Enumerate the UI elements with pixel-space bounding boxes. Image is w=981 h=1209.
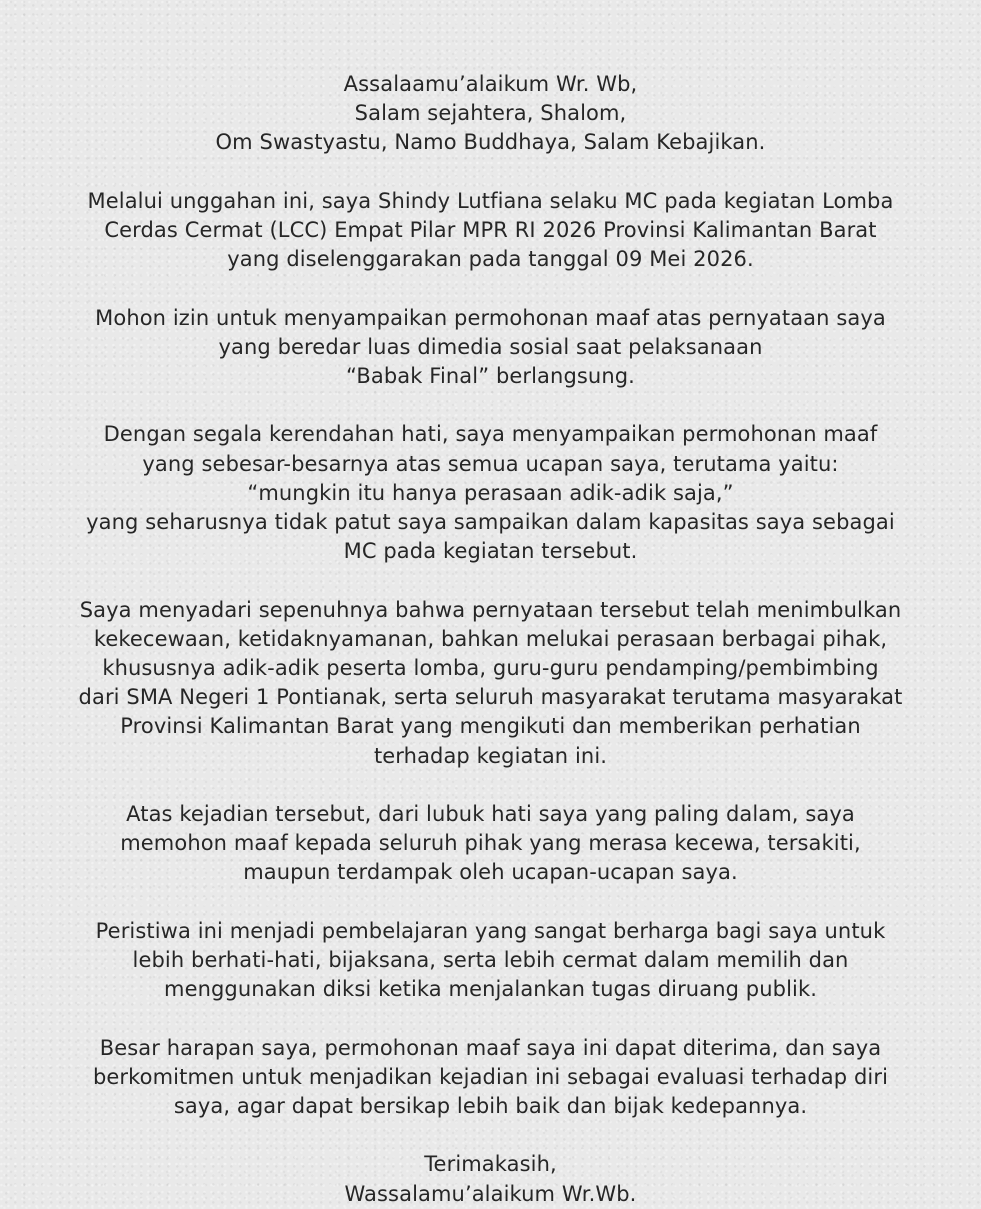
lesson-learned-paragraph bbox=[41, 917, 941, 1005]
sincere-apology-paragraph bbox=[41, 800, 941, 888]
paragraph-line: MC pada kegiatan tersebut. bbox=[343, 539, 638, 564]
paragraph-line: Besar harapan saya, permohonan maaf saya ini dapat diterima, dan saya bbox=[99, 1035, 882, 1060]
greeting-paragraph bbox=[41, 70, 941, 158]
commitment-paragraph bbox=[41, 1034, 941, 1122]
paragraph-line: berkomitmen untuk menjadikan kejadian ini sebagai evaluasi terhadap diri bbox=[92, 1064, 889, 1089]
paragraph-line: yang seharusnya tidak patut saya sampaikan dalam kapasitas saya sebagai bbox=[86, 510, 895, 534]
paragraph-line: Provinsi Kalimantan Barat yang mengikuti dan memberikan perhatian bbox=[120, 714, 861, 739]
paragraph-line: kekecewaan, ketidaknyamanan, bahkan melukai perasaan berbagai pihak, bbox=[93, 626, 888, 651]
paragraph-line: Saya menyadari sepenuhnya bahwa pernyataan tersebut telah menimbulkan bbox=[79, 597, 902, 622]
paragraph-line: khususnya adik-adik peserta lomba, guru-guru pendamping/pembimbing bbox=[102, 656, 879, 680]
paragraph-line: terhadap kegiatan ini. bbox=[373, 743, 608, 768]
introduction-paragraph bbox=[41, 187, 941, 275]
paragraph-line: dari SMA Negeri 1 Pontianak, serta seluruh masyarakat terutama masyarakat bbox=[78, 685, 903, 710]
apology-letter bbox=[41, 70, 941, 1209]
paragraph-line: yang diselenggarakan pada tanggal 09 Mei 2026. bbox=[227, 247, 754, 272]
greeting-line: Salam sejahtera, Shalom, bbox=[354, 101, 627, 126]
quoted-statement: “mungkin itu hanya perasaan adik-adik saja,” bbox=[247, 480, 734, 505]
paragraph-line: Atas kejadian tersebut, dari lubuk hati saya yang paling dalam, saya bbox=[126, 802, 855, 826]
paragraph-line: Cerdas Cermat (LCC) Empat Pilar MPR RI 2026 Provinsi Kalimantan Barat bbox=[104, 218, 877, 242]
greeting-line: Assalaamu’alaikum Wr. Wb, bbox=[343, 72, 638, 96]
paragraph-line: yang sebesar-besarnya atas semua ucapan saya, terutama yaitu: bbox=[142, 451, 839, 476]
paragraph-line: menggunakan diksi ketika menjalankan tugas diruang publik. bbox=[164, 977, 817, 1002]
paragraph-line: maupun terdampak oleh ucapan-ucapan saya. bbox=[243, 860, 738, 885]
paragraph-line: Mohon izin untuk menyampaikan permohonan maaf atas pernyataan saya bbox=[95, 305, 886, 330]
paragraph-line: “Babak Final” berlangsung. bbox=[346, 364, 635, 388]
closing-line: Terimakasih, bbox=[424, 1152, 557, 1177]
acknowledgement-paragraph bbox=[41, 596, 941, 771]
paragraph-line: saya, agar dapat bersikap lebih baik dan bijak kedepannya. bbox=[173, 1094, 808, 1118]
greeting-line: Om Swastyastu, Namo Buddhaya, Salam Kebajikan. bbox=[215, 130, 766, 155]
paragraph-line: yang beredar luas dimedia sosial saat pelaksanaan bbox=[218, 334, 763, 359]
paragraph-line: memohon maaf kepada seluruh pihak yang merasa kecewa, tersakiti, bbox=[120, 831, 861, 856]
paragraph-line: Peristiwa ini menjadi pembelajaran yang sangat berharga bagi saya untuk bbox=[95, 918, 886, 943]
paragraph-line: Melalui unggahan ini, saya Shindy Lutfiana selaku MC pada kegiatan Lomba bbox=[87, 188, 894, 213]
apology-request-paragraph bbox=[41, 304, 941, 392]
closing-paragraph bbox=[41, 1150, 941, 1208]
paragraph-line: lebih berhati-hati, bijaksana, serta lebih cermat dalam memilih dan bbox=[132, 948, 849, 972]
closing-line: Wassalamu’alaikum Wr.Wb. bbox=[344, 1181, 637, 1206]
statement-quote-paragraph bbox=[41, 420, 941, 566]
paragraph-line: Dengan segala kerendahan hati, saya menyampaikan permohonan maaf bbox=[103, 422, 878, 447]
